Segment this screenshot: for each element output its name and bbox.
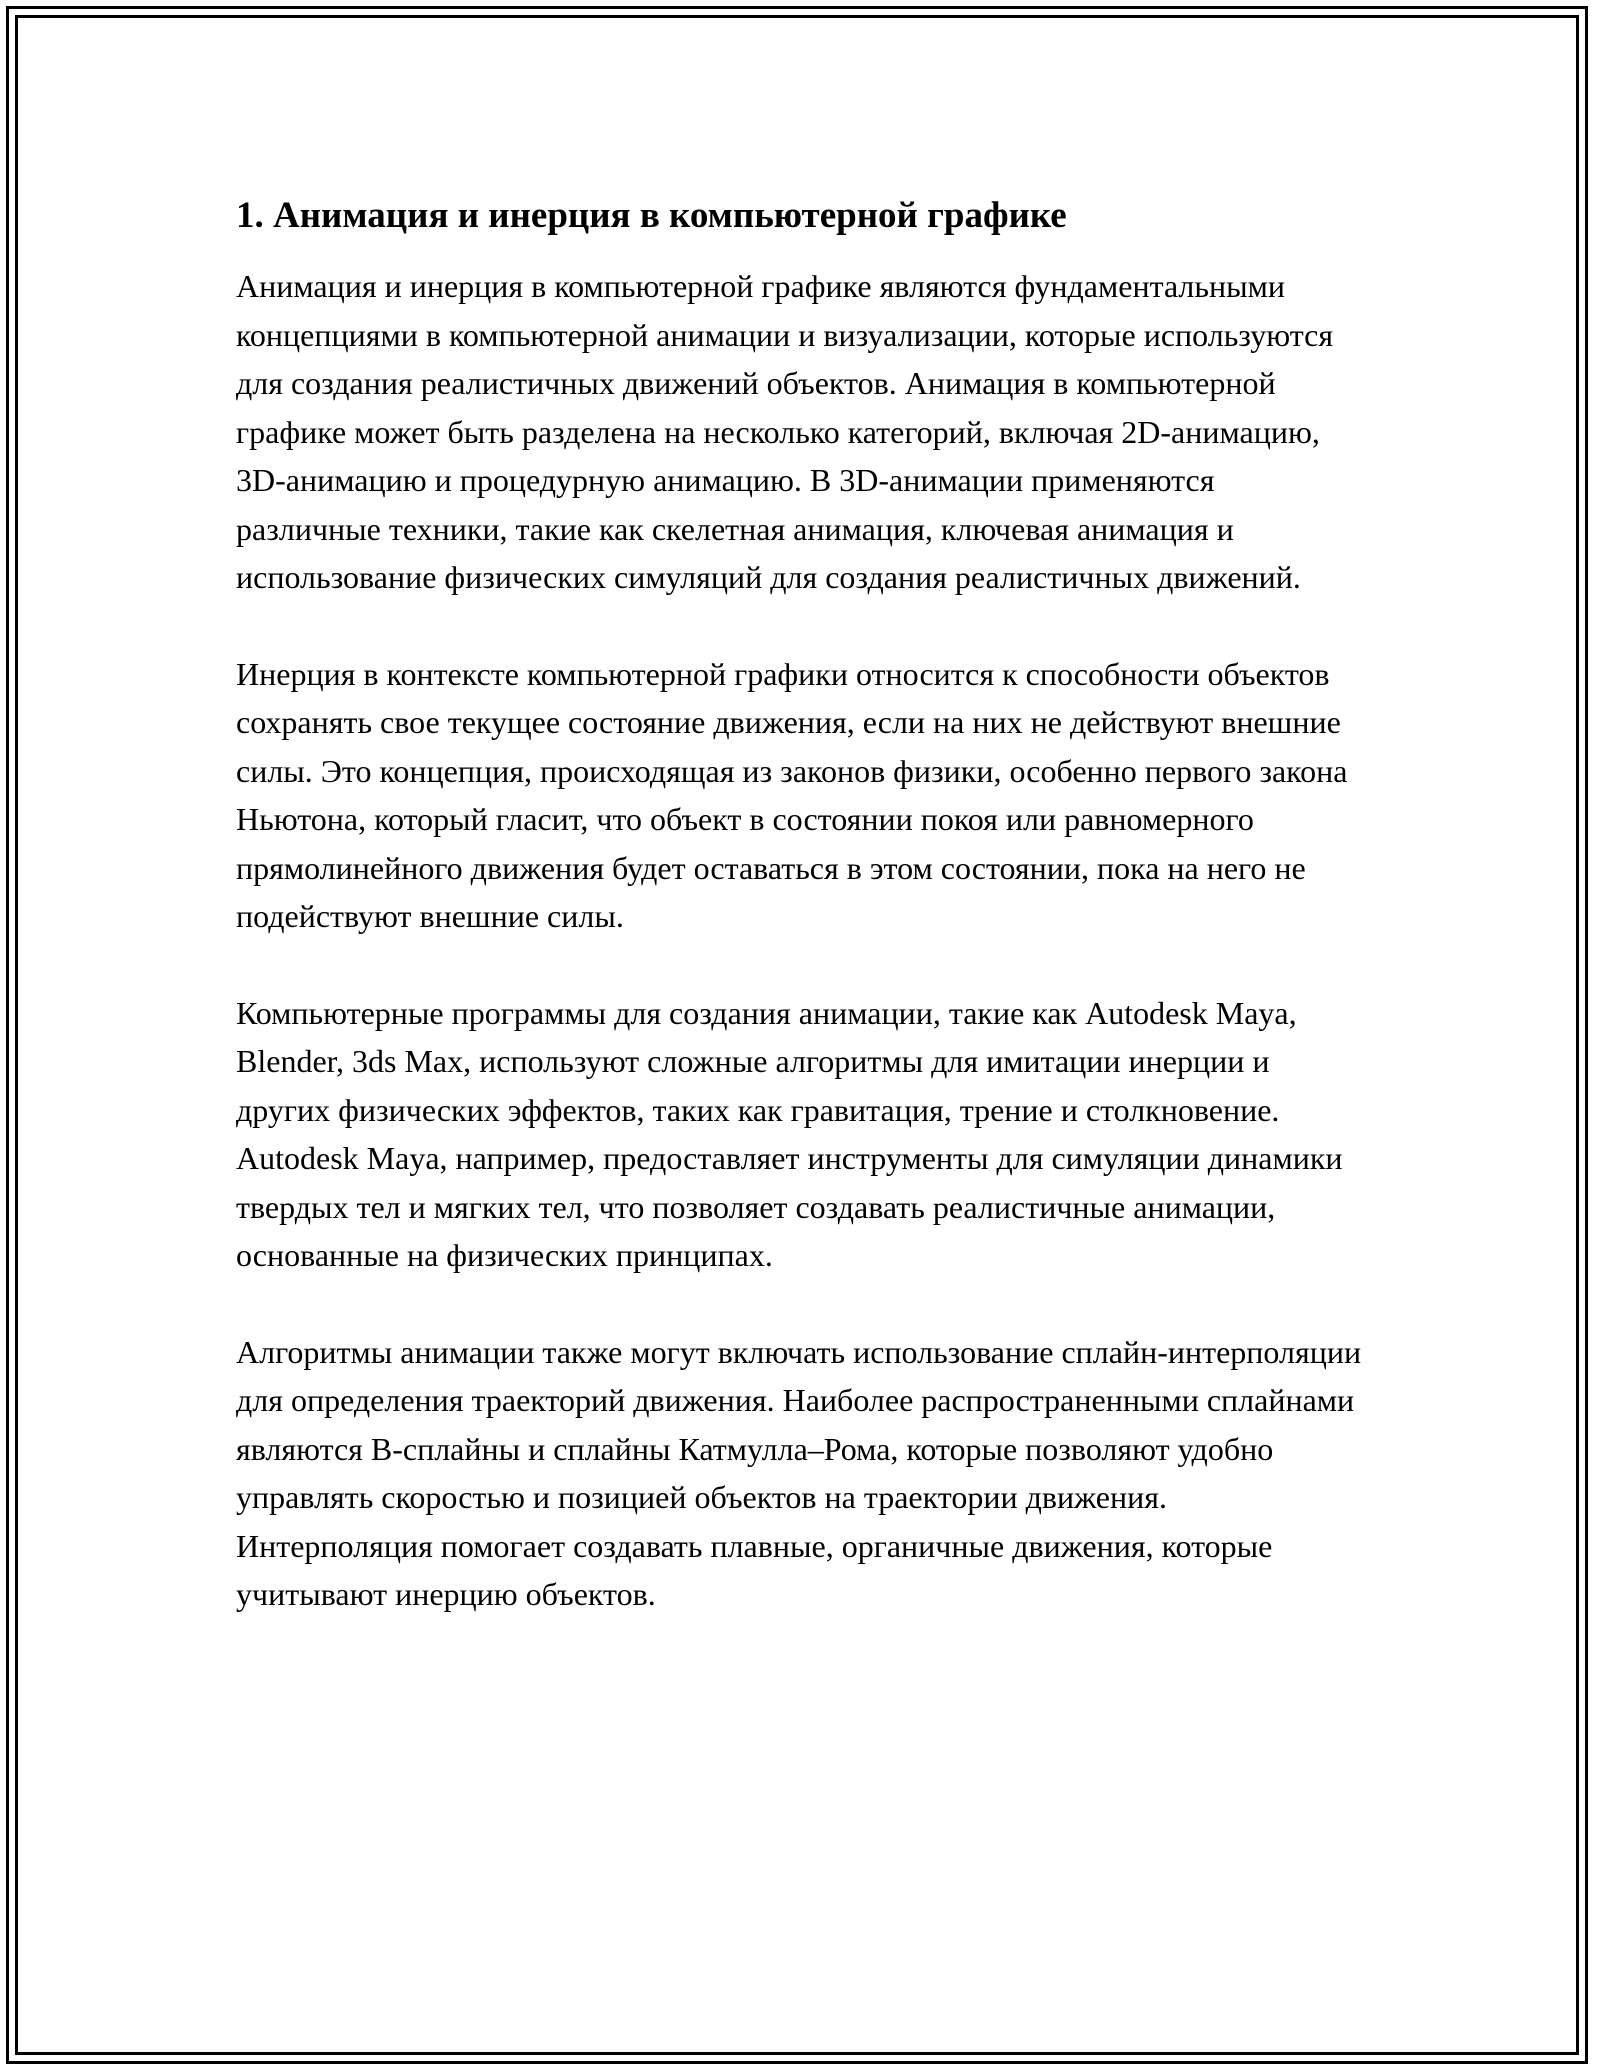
paragraph-splines: Алгоритмы анимации также могут включать использование сплайн-интерполяции для определения траекторий движения. Наиболее распространенными сплайнами являются B-сплайны и сплайны Катмулла–Рома, которые позволяют удобно управлять скоростью и позицией объектов на траектории движения. Интерполяция помогает создавать плавные, органичные движения, которые учитывают инерцию объектов. — [236, 1333, 1362, 1612]
document-body — [236, 188, 1366, 1667]
paragraph-animation-intro: Анимация и инерция в компьютерной графике являются фундаментальными концепциями в компьютерной анимации и визуализации, которые используются для создания реалистичных движений объектов. Анимация в компьютерной графике может быть разделена на несколько категорий, включая 2D-анимацию, 3D-анимацию и процедурную анимацию. В 3D-анимации применяются различные техники, такие как скелетная анимация, ключевая анимация и использование физических симуляций для создания реалистичных движений. — [236, 268, 1334, 595]
paragraph-software: Компьютерные программы для создания анимации, такие как Autodesk Maya, Blender, 3ds Max, используют сложные алгоритмы для имитации инерции и других физических эффектов, таких как гравитация, трение и столкновение. Autodesk Maya, например, предоставляет инструменты для симуляции динамики твердых тел и мягких тел, что позволяет создавать реалистичные анимации, основанные на физических принципах. — [236, 994, 1343, 1273]
paragraph-inertia: Инерция в контексте компьютерной графики относится к способности объектов сохранять свое текущее состояние движения, если на них не действуют внешние силы. Это концепция, происходящая из законов физики, особенно первого закона Ньютона, который гласит, что объект в состоянии покоя или равномерного прямолинейного движения будет оставаться в этом состоянии, пока на него не подействуют внешние силы. — [236, 655, 1348, 934]
section-heading: 1. Анимация и инерция в компьютерной графике — [236, 195, 1067, 236]
